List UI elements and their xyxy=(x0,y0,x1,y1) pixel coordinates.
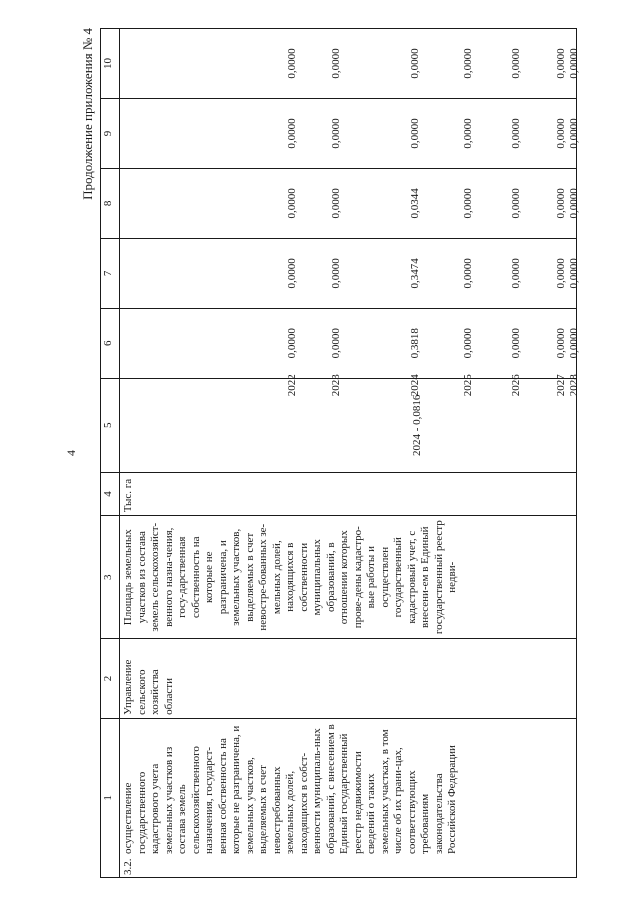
value-v9-2023: 0,0000 xyxy=(330,118,342,149)
year-label: 2022 xyxy=(286,374,298,397)
col-header-1: 1 xyxy=(101,718,120,877)
appendix-note: Продолжение приложения № 4 xyxy=(80,28,95,200)
value-v8-2022: 0,0000 xyxy=(286,188,298,219)
cell-col4 xyxy=(120,472,577,515)
value-v8-2024: 0,0344 xyxy=(409,188,421,219)
value-v9-2026: 0,0000 xyxy=(510,118,522,149)
header-row xyxy=(101,29,120,878)
year-label: 2024 xyxy=(409,374,421,397)
col-header-6: 6 xyxy=(101,308,120,378)
value-v9-2028: 0,0000 xyxy=(568,118,580,149)
cell-col7 xyxy=(120,238,580,308)
value-v9-2027: 0,0000 xyxy=(555,118,567,149)
cell-col9 xyxy=(120,99,580,169)
value-v7-2025: 0,0000 xyxy=(462,258,474,289)
cell-col6 xyxy=(120,308,580,397)
value-v9-2022: 0,0000 xyxy=(286,118,298,149)
value-v10-2025: 0,0000 xyxy=(462,48,474,79)
cell-col2 xyxy=(120,639,577,719)
value-v7-2022: 0,0000 xyxy=(286,258,298,289)
col-header-10: 10 xyxy=(101,29,120,99)
responsible-executor: Управление сельского хозяйства области xyxy=(122,659,175,715)
year-label: 2026 xyxy=(510,374,522,397)
value-v6-2025: 0,0000 xyxy=(462,328,474,359)
value-v10-2022: 0,0000 xyxy=(286,48,298,79)
value-v6-2028: 0,0000 xyxy=(568,328,580,359)
col-header-4: 4 xyxy=(101,472,120,515)
row-number: 3.2. xyxy=(122,858,134,875)
col-header-2: 2 xyxy=(101,639,120,719)
col-header-5: 5 xyxy=(101,378,120,472)
value-v6-2026: 0,0000 xyxy=(510,328,522,359)
unit-of-measure: Тыс. га xyxy=(122,478,134,513)
col-header-9: 9 xyxy=(101,99,120,169)
value-v7-2023: 0,0000 xyxy=(330,258,342,289)
data-table xyxy=(100,28,580,878)
value-v10-2024: 0,0000 xyxy=(409,48,421,79)
cell-col5 xyxy=(120,378,577,472)
value-v7-2028: 0,0000 xyxy=(568,258,580,289)
value-v10-2028: 0,0000 xyxy=(568,48,580,79)
year-label: 2025 xyxy=(462,374,474,397)
cell-col8 xyxy=(120,168,580,238)
value-v10-2027: 0,0000 xyxy=(555,48,567,79)
measure-description: осуществление государственного кадастрового учета земельных участков из состава земель сельскохозяйственного назначения, государст-венная собственность на которые не разграничена, и земельных участков, выделяемых в счет невостребованных земельных долей, находящихся в собст-венности муниципаль-ных образований, с внесением в Единый государственный реестр недвижимости сведений о таких земельных участках, в том числе об их грани-цах, соответствующих требованиям законодательства Российской Федерации xyxy=(122,724,458,854)
value-v10-2026: 0,0000 xyxy=(510,48,522,79)
col-header-3: 3 xyxy=(101,516,120,639)
year-label: 2023 xyxy=(330,374,342,397)
value-v8-2025: 0,0000 xyxy=(462,188,474,219)
cell-col10 xyxy=(120,29,580,99)
value-v8-2028: 0,0000 xyxy=(568,188,580,219)
value-v6-2022: 0,0000 xyxy=(286,328,298,359)
value-v7-2026: 0,0000 xyxy=(510,258,522,289)
year-label: 2027 xyxy=(555,374,567,397)
indicator-description: Площадь земельных участков из состава земель сельскохозяйст-венного назна-чения, госу-дарственная собственность на которые не разграничена, и земельных участков, выделяемых в счет невостре-бованных зе-мельных долей, находящихся в собственности муниципальных образований, в отношении которых прове-дены кадастро-вые работы и осуществлен государственный кадастровый учет, с внесени-ем в Единый государственный реестр недви- xyxy=(122,520,458,635)
value-v8-2026: 0,0000 xyxy=(510,188,522,219)
cell-col1 xyxy=(120,718,577,877)
cell-col3 xyxy=(120,516,577,639)
document-sheet xyxy=(40,28,600,878)
value-v10-2023: 0,0000 xyxy=(330,48,342,79)
col-header-8: 8 xyxy=(101,168,120,238)
value-v6-2023: 0,0000 xyxy=(330,328,342,359)
value-v9-2024: 0,0000 xyxy=(409,118,421,149)
col-header-7: 7 xyxy=(101,238,120,308)
base-value: 2024 - 0,0816 xyxy=(411,394,423,456)
page-number: 4 xyxy=(64,450,78,456)
year-label: 2028 xyxy=(568,374,580,397)
value-v9-2025: 0,0000 xyxy=(462,118,474,149)
value-v6-2027: 0,0000 xyxy=(555,328,567,359)
table-row xyxy=(120,29,577,878)
value-v7-2024: 0,3474 xyxy=(409,258,421,289)
value-v8-2027: 0,0000 xyxy=(555,188,567,219)
value-v6-2024: 0,3818 xyxy=(409,328,421,359)
value-v8-2023: 0,0000 xyxy=(330,188,342,219)
value-v7-2027: 0,0000 xyxy=(555,258,567,289)
